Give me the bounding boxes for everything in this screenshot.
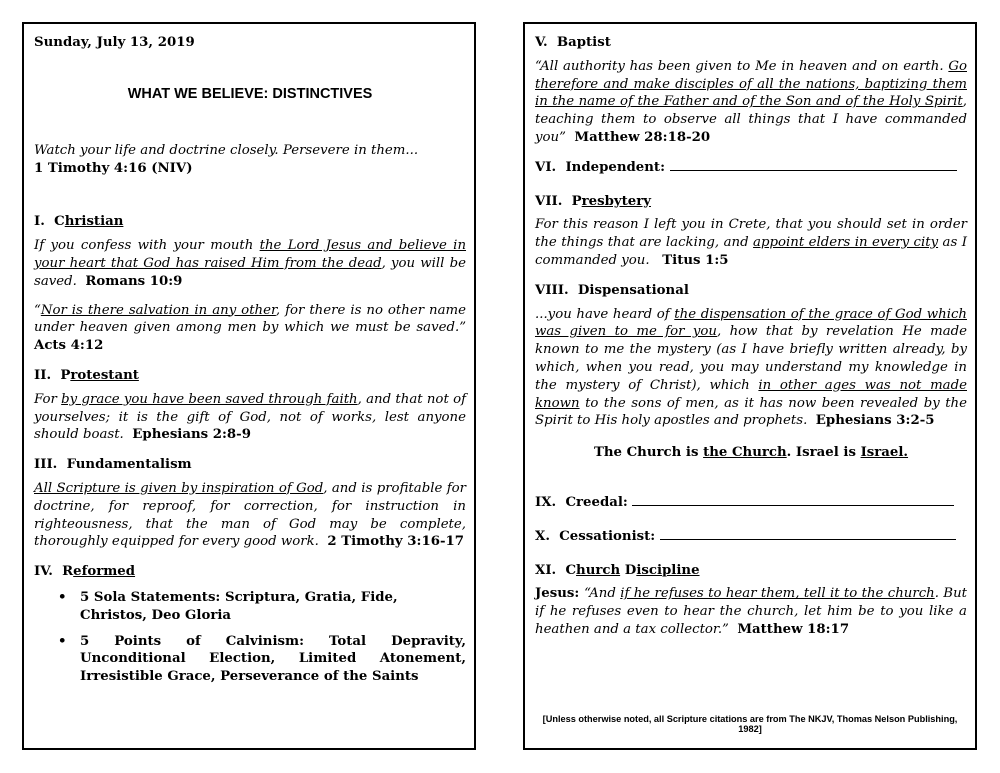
section-number: X. xyxy=(535,528,550,544)
heading-text: Dispensational xyxy=(577,282,689,298)
section-heading-christian xyxy=(34,213,466,231)
heading-rest: hurch xyxy=(576,562,621,578)
quote-text: , you will be saved. xyxy=(34,255,466,289)
statement-text: . Israel is xyxy=(786,445,861,461)
heading-rest: iscipline xyxy=(636,562,700,578)
quote-text: “All authority has been given to Me in heaven and on earth. xyxy=(535,58,949,74)
left-page-panel xyxy=(22,22,476,750)
heading-rest: resbytery xyxy=(581,193,651,209)
statement-underlined: the Church xyxy=(703,445,787,461)
quote-text: . But if he refuses even to hear the church, let him be to you like a heathen and a tax collector.” xyxy=(535,586,967,637)
heading-text: Fundamentalism xyxy=(66,457,192,473)
quote-text: , for there is no other name under heaven given among men by which we must be saved.” xyxy=(34,302,467,336)
quote-text: If you confess with your mouth xyxy=(34,238,260,254)
heading-initial: C xyxy=(565,562,577,578)
heading-text: Cessationist: xyxy=(559,528,656,544)
list-item: • 5 Sola Statements: Scriptura, Gratia, Fide, Christos, Deo Gloria xyxy=(34,589,466,625)
quote-text: “ xyxy=(34,302,41,318)
protestant-quote xyxy=(34,391,466,444)
footnote: [Unless otherwise noted, all Scripture citations are from The NKJV, Thomas Nelson Publishing, 1982] xyxy=(542,714,958,734)
section-number: IV. xyxy=(34,564,53,580)
section-heading-baptist xyxy=(535,34,967,52)
quote-text: as I commanded you. xyxy=(535,235,967,268)
heading-initial: D xyxy=(620,562,637,578)
quote-underlined: if he refuses to hear them, tell it to the church xyxy=(620,586,935,602)
quote-text: , how that by revelation He made known to me the mystery (as I have briefly written already, by which, when you read, you may understand my knowledge in the mystery of Christ), which xyxy=(535,324,967,393)
section-heading-dispensational xyxy=(535,282,967,300)
church-israel-statement xyxy=(535,444,967,462)
quote-text: , and is profitable for doctrine, for reproof, for correction, for instruction in righteousness, that the man of God may be complete, thoroughly equipped for every good work. xyxy=(34,480,466,550)
scripture-reference: 2 Timothy 3:16-17 xyxy=(327,534,464,550)
section-number: XI. xyxy=(535,562,557,578)
heading-rest: rotestant xyxy=(70,367,139,383)
intro-block xyxy=(34,142,466,178)
heading-text: Baptist xyxy=(556,35,611,50)
heading-initial: R xyxy=(62,564,74,580)
scripture-reference: Matthew 28:18-20 xyxy=(574,129,711,145)
section-number: II. xyxy=(34,367,52,383)
heading-text: Creedal: xyxy=(565,494,628,510)
section-heading-cessationist xyxy=(535,528,967,546)
heading-rest: eformed xyxy=(73,564,136,580)
quote-text: ...you have heard of xyxy=(535,306,675,322)
section-number: III. xyxy=(34,457,58,473)
scripture-reference: Acts 4:12 xyxy=(34,338,104,354)
section-heading-reformed xyxy=(34,563,466,581)
statement-underlined: Israel. xyxy=(860,445,909,461)
fill-in-blank xyxy=(632,494,954,506)
statement-text: The Church is xyxy=(593,445,704,461)
section-number: VIII. xyxy=(535,282,569,298)
quote-underlined: in other ages was not made known xyxy=(535,377,967,411)
section-number: IX. xyxy=(535,494,557,510)
heading-initial: C xyxy=(54,214,65,230)
section-heading-creedal xyxy=(535,494,967,512)
scripture-reference: Titus 1:5 xyxy=(662,252,729,268)
quote-text: , and that not of yourselves; it is the gift of God, not of works, lest anyone should boast. xyxy=(34,391,466,443)
scripture-reference: Matthew 18:17 xyxy=(737,621,850,637)
quote-text: For xyxy=(34,391,62,407)
quote-text: , teaching them to observe all things that I have commanded you” xyxy=(535,94,967,145)
christian-quote-1 xyxy=(34,237,466,290)
page-title: WHAT WE BELIEVE: DISTINCTIVES xyxy=(127,85,373,102)
reformed-list xyxy=(34,589,466,686)
heading-initial: P xyxy=(571,193,582,209)
quote-text: “And xyxy=(584,586,621,602)
section-heading-presbytery xyxy=(535,193,967,211)
fundamentalism-quote xyxy=(34,480,466,551)
section-heading-independent xyxy=(535,159,967,177)
quote-text: to the sons of men, as it has now been revealed by the Spirit to His holy apostles and prophets. xyxy=(535,395,967,429)
intro-reference: 1 Timothy 4:16 (NIV) xyxy=(34,160,193,176)
date-line: Sunday, July 13, 2019 xyxy=(34,35,195,50)
christian-quote-2 xyxy=(34,302,466,355)
section-number: VII. xyxy=(535,193,563,209)
list-item: • 5 Points of Calvinism: Total Depravity, Unconditional Election, Limited Atonement, Irresistible Grace, Perseverance of the Saints xyxy=(34,633,466,686)
scripture-reference: Romans 10:9 xyxy=(85,273,183,289)
quote-underlined: All Scripture is given by inspiration of God xyxy=(34,480,324,496)
quote-speaker: Jesus: xyxy=(535,586,585,602)
heading-text: Independent: xyxy=(565,159,665,175)
presbytery-quote xyxy=(535,216,967,269)
quote-underlined: Go therefore and make disciples of all the nations, baptizing them in the name of the Father and of the Son and of the Holy Spirit xyxy=(535,58,967,110)
intro-quote: Watch your life and doctrine closely. Persevere in them... xyxy=(34,142,419,158)
quote-underlined: the dispensation of the grace of God which was given to me for you xyxy=(535,306,967,340)
scripture-reference: Ephesians 3:2-5 xyxy=(815,413,935,429)
heading-initial: P xyxy=(60,367,71,383)
fill-in-blank xyxy=(670,159,957,171)
scripture-reference: Ephesians 2:8-9 xyxy=(132,427,251,443)
section-number: V. xyxy=(535,35,548,50)
heading-rest: hristian xyxy=(64,214,124,230)
quote-underlined: the Lord Jesus and believe in your heart that God has raised Him from the dead xyxy=(34,238,467,271)
dispensational-quote xyxy=(535,306,967,431)
quote-underlined: by grace you have been saved through faith xyxy=(61,391,358,407)
section-heading-protestant xyxy=(34,367,466,385)
baptist-quote xyxy=(535,58,967,147)
quote-underlined: appoint elders in every city xyxy=(753,235,939,251)
right-page-panel xyxy=(523,22,977,750)
quote-underlined: Nor is there salvation in any other xyxy=(40,302,276,318)
section-heading-fundamentalism xyxy=(34,456,466,474)
fill-in-blank xyxy=(660,528,956,540)
quote-text: For this reason I left you in Crete, that you should set in order the things that are lacking, and xyxy=(535,217,967,251)
section-number: I. xyxy=(34,214,45,230)
church-discipline-quote xyxy=(535,585,967,638)
section-number: VI. xyxy=(535,159,557,175)
section-heading-church-discipline xyxy=(535,562,967,580)
